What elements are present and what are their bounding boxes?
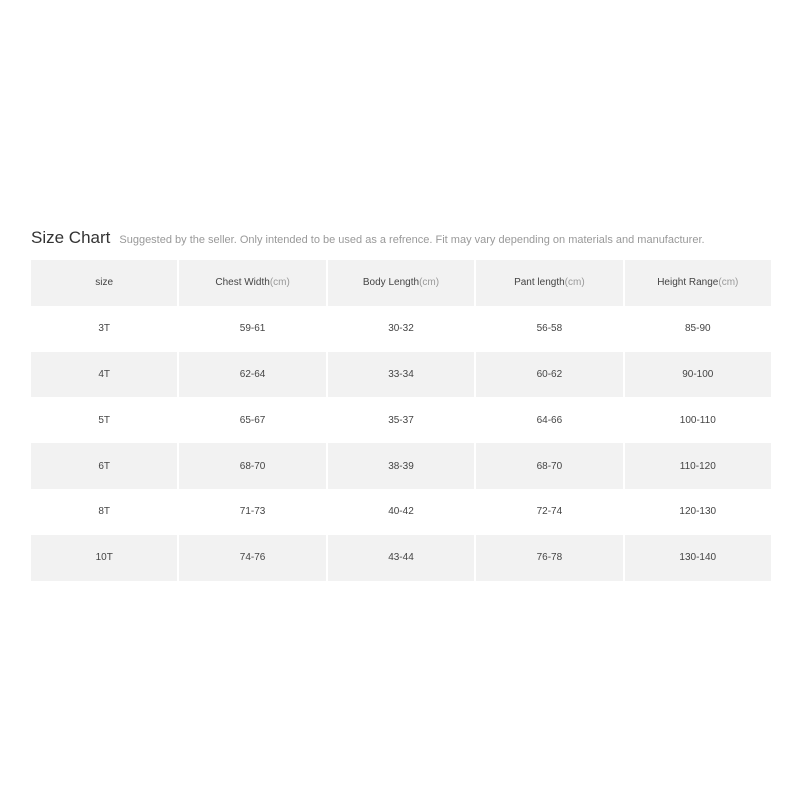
body-length-cell: 40-42 [388, 506, 414, 518]
height-range-cell: 90-100 [625, 352, 771, 398]
height-range-cell: 110-120 [625, 443, 771, 489]
size-chart-subtitle: Suggested by the seller. Only intended to be used as a refrence. Fit may vary depending on materials and manufacturer. [119, 234, 705, 246]
pant-length-cell: 72-74 [536, 506, 563, 518]
size-cell: 8T [98, 506, 111, 518]
size-cell: 6T [31, 443, 177, 489]
column-header-chest-width: Chest Width(cm) [179, 260, 325, 306]
height-range-cell: 85-90 [684, 323, 711, 335]
table-row [31, 489, 771, 535]
chest-width-cell: 74-76 [179, 535, 325, 581]
column-header-pant-length: Pant length(cm) [476, 260, 622, 306]
pant-length-cell: 76-78 [476, 535, 622, 581]
table-row [31, 352, 771, 398]
body-length-cell: 35-37 [388, 414, 414, 426]
pant-length-cell: 64-66 [536, 414, 563, 426]
size-table [29, 260, 773, 581]
chest-width-cell: 68-70 [179, 443, 325, 489]
body-length-cell: 33-34 [328, 352, 474, 398]
chest-width-cell: 62-64 [179, 352, 325, 398]
size-cell: 4T [31, 352, 177, 398]
body-length-cell: 38-39 [328, 443, 474, 489]
chest-width-cell: 59-61 [239, 323, 266, 335]
height-range-cell: 130-140 [625, 535, 771, 581]
height-range-cell: 100-110 [679, 414, 716, 426]
size-chart [31, 228, 775, 581]
column-header-height-range: Height Range(cm) [625, 260, 771, 306]
table-row [31, 535, 771, 581]
table-row [31, 397, 771, 443]
size-cell: 5T [98, 414, 111, 426]
table-row [31, 306, 771, 352]
size-cell: 3T [98, 323, 111, 335]
chest-width-cell: 71-73 [239, 506, 266, 518]
body-length-cell: 43-44 [328, 535, 474, 581]
column-header-size: size [31, 260, 177, 306]
pant-length-cell: 60-62 [476, 352, 622, 398]
size-cell: 10T [31, 535, 177, 581]
column-header-body-length: Body Length(cm) [328, 260, 474, 306]
pant-length-cell: 68-70 [476, 443, 622, 489]
size-chart-header [31, 228, 775, 260]
height-range-cell: 120-130 [679, 506, 717, 518]
table-row [31, 443, 771, 489]
body-length-cell: 30-32 [388, 323, 414, 335]
size-chart-title: Size Chart [31, 228, 111, 247]
table-header-row [31, 260, 771, 306]
chest-width-cell: 65-67 [239, 414, 266, 426]
pant-length-cell: 56-58 [536, 323, 563, 335]
